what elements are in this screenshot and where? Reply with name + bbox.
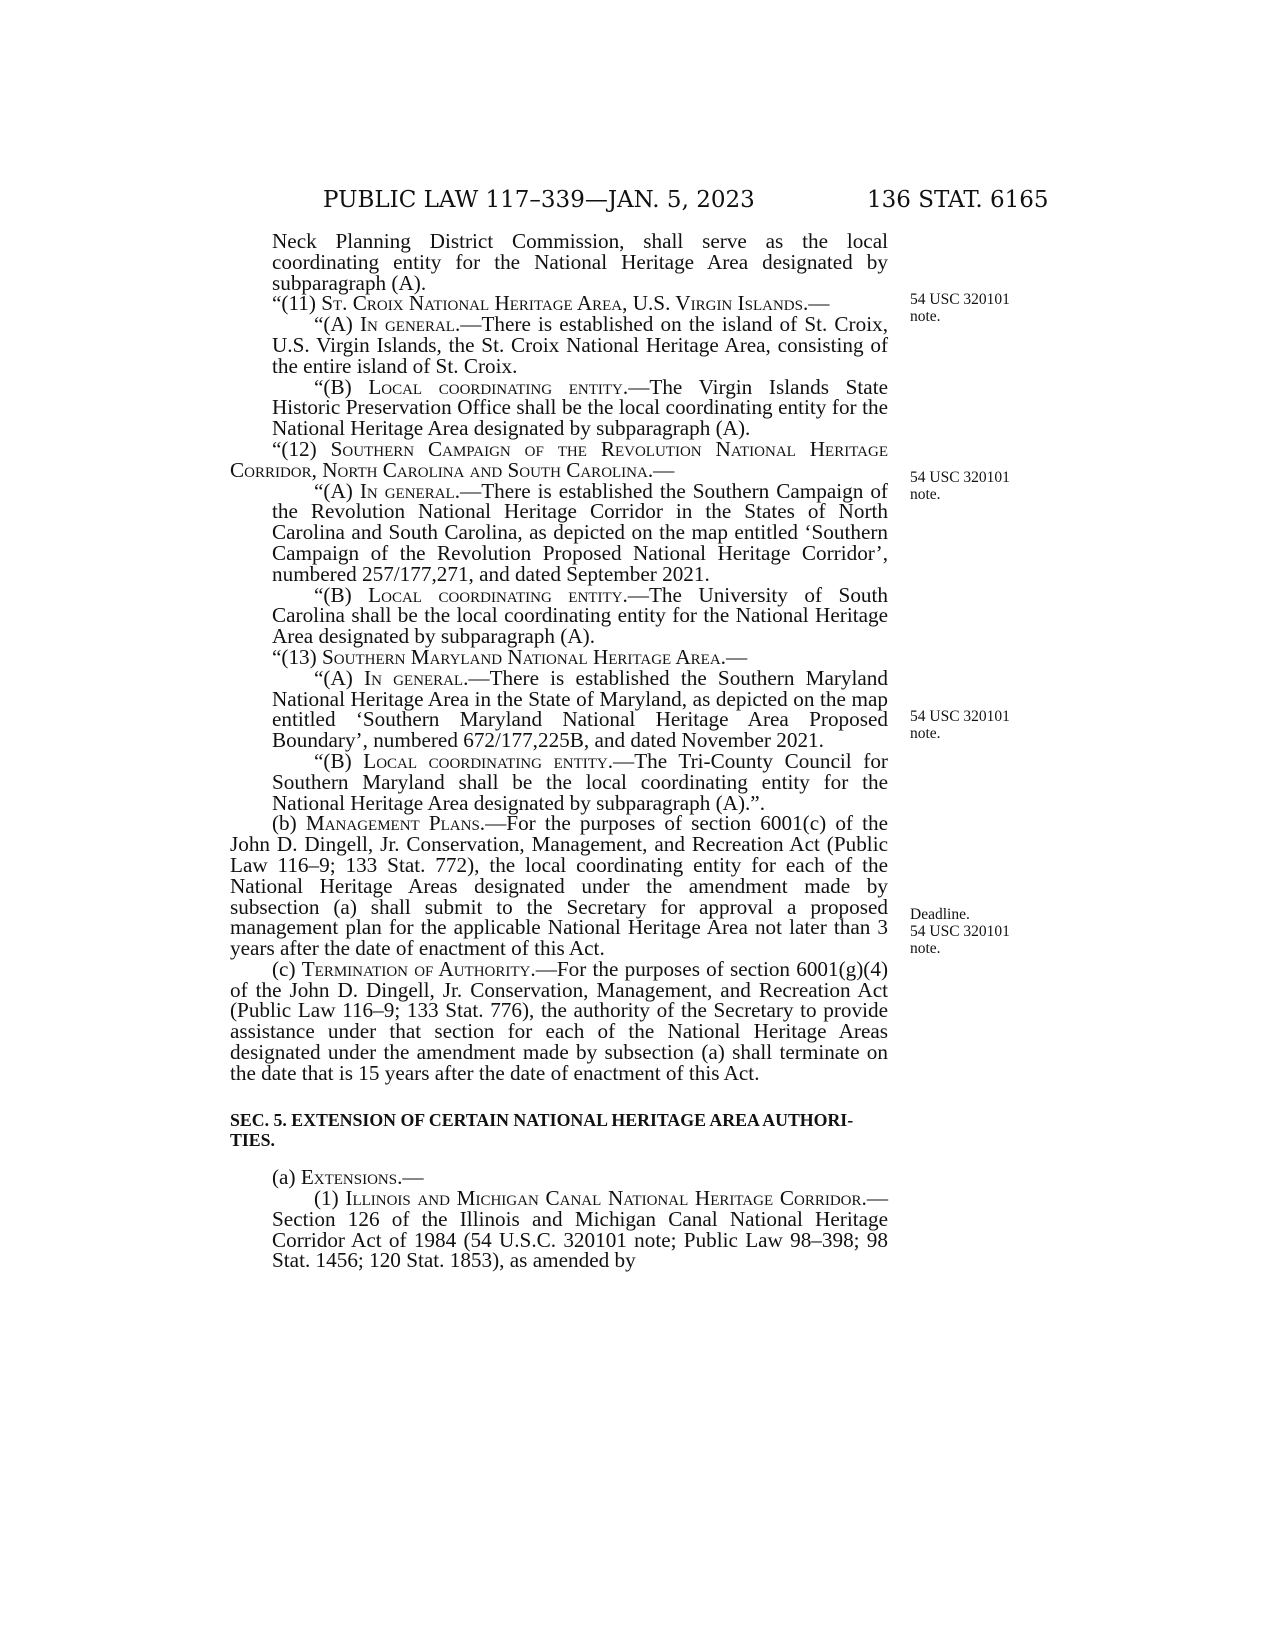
paragraph-a1: (1) Illinois and Michigan Canal National Heritage Corridor.—Section 126 of the Illinois and Michigan Canal National Heritage Corridor Act of 1984 (54 U.S.C. 320101 note; Public Law 98–398; 98 Stat. 1456; 120 Stat. 1853), as amended by	[272, 1186, 888, 1273]
subsection-b: (b) Management Plans.—For the purposes of section 6001(c) of the John D. Dingell, Jr. Conservation, Management, and Recreation Act (Public Law 116–9; 133 Stat. 772), the local coordinating entity for each of the National Heritage Areas designated under the amendment made by subsection (a) shall submit to the Secretary for approval a proposed management plan for the applicable National Heritage Area not later than 3 years after the date of enactment of this Act.	[230, 811, 889, 961]
paragraph-12: “(12) Southern Campaign of the Revolution National Heritage Corridor, North Carolina and South Carolina.—	[230, 436, 888, 482]
document-body	[230, 231, 888, 1271]
margin-note-usc-12: 54 USC 320101 note.	[910, 469, 1010, 503]
margin-note-usc-13: 54 USC 320101 note.	[910, 708, 1010, 742]
running-header-page-ref: 136 STAT. 6165	[867, 187, 1049, 213]
paragraph-11: “(11) St. Croix National Heritage Area, U.S. Virgin Islands.—	[272, 291, 830, 316]
paragraph-12b: “(B) Local coordinating entity.—The University of South Carolina shall be the local coordinating entity for the National Heritage Area designated by subparagraph (A).	[272, 582, 888, 649]
running-header-title: PUBLIC LAW 117–339—JAN. 5, 2023	[323, 187, 755, 213]
paragraph-11b: “(B) Local coordinating entity.—The Virgin Islands State Historic Preservation Office shall be the local coordinating entity for the National Heritage Area designated by subparagraph (A).	[272, 374, 888, 441]
margin-note-deadline: Deadline. 54 USC 320101 note.	[910, 906, 1010, 957]
paragraph-13: “(13) Southern Maryland National Heritage Area.—	[272, 644, 748, 669]
margin-note-usc-11: 54 USC 320101 note.	[910, 291, 1010, 325]
paragraph-11a: “(A) In general.—There is established on the island of St. Croix, U.S. Virgin Islands, the St. Croix National Heritage Area, consisting of the entire island of St. Croix.	[272, 312, 888, 378]
paragraph-13a: “(A) In general.—There is established the Southern Maryland National Heritage Area in the State of Maryland, as depicted on the map entitled ‘Southern Maryland National Heritage Area Proposed Boundary’, numbered 672/177,225B, and dated November 2021.	[272, 665, 888, 753]
subsection-c: (c) Termination of Authority.—For the purposes of section 6001(g)(4) of the John D. Dingell, Jr. Conservation, Management, and Recreation Act (Public Law 116–9; 133 Stat. 776), the authority of the Secretary to provide assistance under that section for each of the National Heritage Areas designated under the amendment made by subsection (a) shall terminate on the date that is 15 years after the date of enactment of this Act.	[230, 956, 889, 1085]
paragraph-12a: “(A) In general.—There is established the Southern Campaign of the Revolution National Heritage Corridor in the States of North Carolina and South Carolina, as depicted on the map entitled ‘Southern Campaign of the Revolution Proposed National Heritage Corridor’, numbered 257/177,271, and dated September 2021.	[272, 478, 888, 586]
section-5-heading: SEC. 5. EXTENSION OF CERTAIN NATIONAL HERITAGE AREA AUTHORI- TIES.	[230, 1109, 854, 1151]
subsection-a: (a) Extensions.—	[272, 1165, 424, 1190]
paragraph-13b: “(B) Local coordinating entity.—The Tri-County Council for Southern Maryland shall be the local coordinating entity for the National Heritage Area designated by subparagraph (A).”.	[272, 748, 888, 815]
paragraph-10-continuation: Neck Planning District Commission, shall serve as the local coordinating entity for the National Heritage Area designated by subparagraph (A).	[272, 229, 888, 295]
